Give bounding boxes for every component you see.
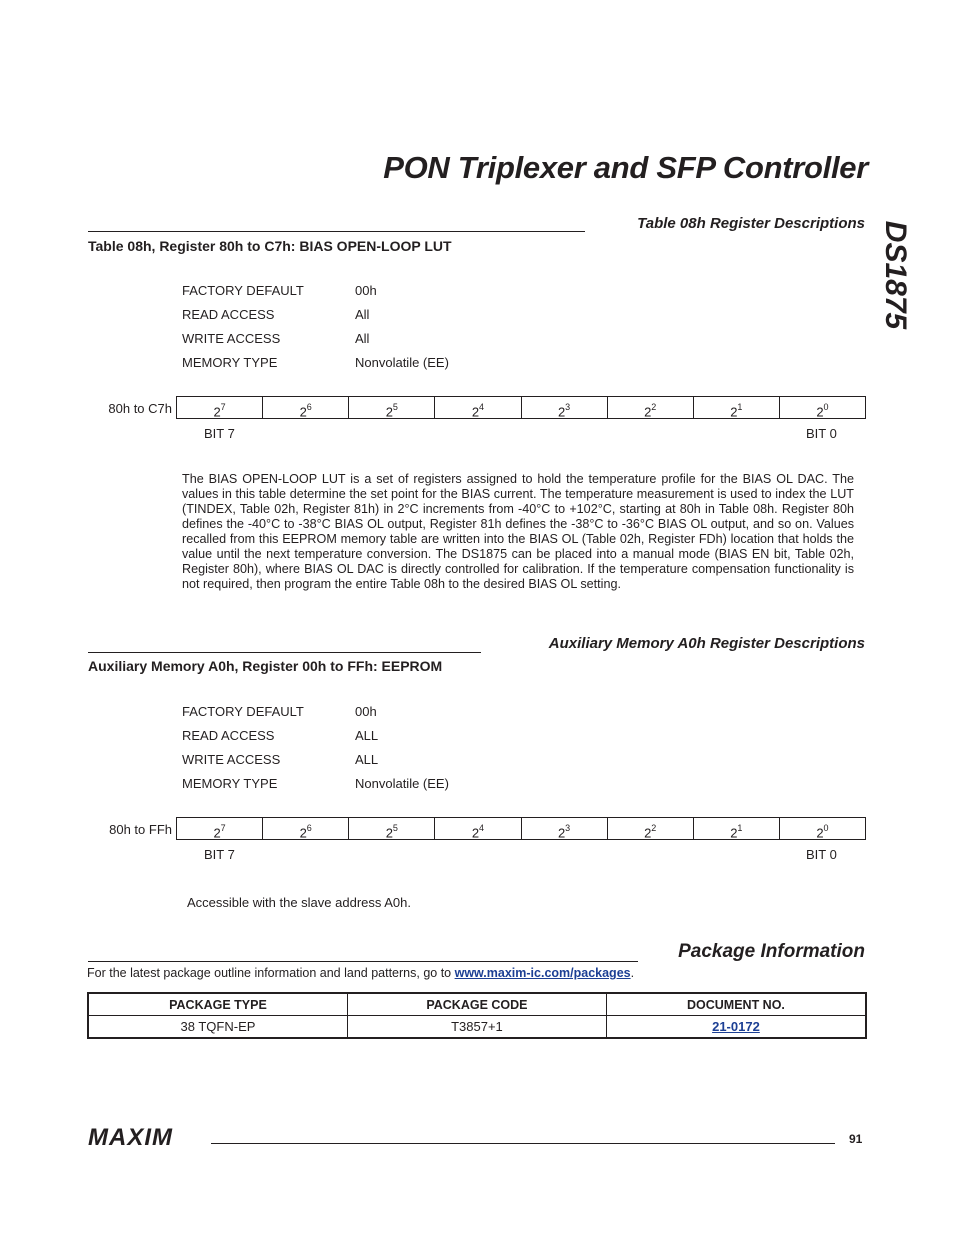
register-subheading: Auxiliary Memory A0h, Register 00h to FFh: EEPROM	[88, 658, 443, 674]
section-heading-aux-memory: Auxiliary Memory A0h Register Descriptions	[548, 635, 865, 652]
bit-cell: $2^2$	[608, 397, 694, 418]
bit-cell: $2^6$	[263, 397, 349, 418]
prop-value: ALL	[355, 752, 379, 767]
bit7-label: BIT 7	[204, 847, 235, 862]
footer-rule	[211, 1143, 835, 1144]
side-part-number	[850, 215, 940, 335]
bit-cell: $2^0$	[816, 823, 829, 841]
register-subheading: Table 08h, Register 80h to C7h: BIAS OPEN-LOOP LUT	[88, 238, 452, 254]
register-note: Accessible with the slave address A0h.	[187, 895, 412, 910]
prop-label: READ ACCESS	[182, 307, 275, 322]
prop-value: Nonvolatile (EE)	[355, 355, 449, 370]
bit7-label: BIT 7	[204, 426, 235, 441]
bit0-label: BIT 0	[806, 426, 837, 441]
table-row	[88, 1016, 866, 1039]
bit-cell: $2^4$	[435, 818, 521, 839]
section-rule	[88, 961, 638, 962]
prop-label: MEMORY TYPE	[182, 355, 278, 370]
bit-cell: $2^1$	[694, 397, 780, 418]
package-table	[87, 992, 867, 1039]
page-title: PON Triplexer and SFP Controller	[383, 150, 868, 185]
bit-cell: $2^5$	[349, 818, 435, 839]
section-rule	[88, 231, 585, 232]
bit-map	[176, 817, 866, 840]
bit-cell: $2^2$	[608, 818, 694, 839]
page-number: 91	[849, 1132, 863, 1146]
prop-label: WRITE ACCESS	[182, 752, 281, 767]
register-address-label: 80h to FFh	[109, 822, 172, 837]
section-rule	[88, 652, 481, 653]
prop-value: All	[355, 331, 370, 346]
prop-label: MEMORY TYPE	[182, 776, 278, 791]
maxim-logo: MAXIM	[88, 1124, 173, 1151]
bit-cell: $2^0$	[816, 402, 829, 420]
bit-cell: $2^6$	[263, 818, 349, 839]
section-heading-table08h: Table 08h Register Descriptions	[637, 215, 865, 232]
table-cell: T3857+1	[347, 1016, 606, 1039]
prop-value: 00h	[355, 283, 377, 298]
column-header: PACKAGE TYPE	[88, 993, 347, 1016]
package-intro-text: For the latest package outline information and land patterns, go to	[87, 966, 455, 980]
table-cell: 38 TQFN-EP	[88, 1016, 347, 1039]
prop-label: FACTORY DEFAULT	[182, 283, 304, 298]
bit-cell: $2^1$	[694, 818, 780, 839]
table-header-row	[88, 993, 866, 1016]
prop-value: ALL	[355, 728, 379, 743]
bit-cell: $2^5$	[349, 397, 435, 418]
bit-cell: $2^7$	[177, 818, 263, 839]
package-intro	[87, 966, 634, 980]
bit-cell: $2^4$	[435, 397, 521, 418]
bit0-label: BIT 0	[806, 847, 837, 862]
bit-cell: $2^3$	[522, 818, 608, 839]
column-header: DOCUMENT NO.	[606, 993, 866, 1016]
part-number-label: DS1875	[879, 220, 912, 330]
prop-value: 00h	[355, 704, 377, 719]
prop-label: WRITE ACCESS	[182, 331, 281, 346]
register-description: The BIAS OPEN-LOOP LUT is a set of registers assigned to hold the temperature profile for the BIAS OL DAC. The values in this table determine the set point for the BIAS current. The temperature measurement is used to index the LUT (TINDEX, Table 02h, Register 81h) in 2°C increments from -40°C to +102°C, starting at 80h in Table 08h. Register 80h defines the -40°C to -38°C BIAS OL output, Register 81h defines the -38°C to -36°C BIAS OL output, and so on. Values recalled from this EEPROM memory table are written into the BIAS OL (Table 02h, Register FDh) location that holds the value until the next temperature conversion. The DS1875 can be placed into a manual mode (BIAS EN bit, Table 02h, Register 80h), where BIAS OL DAC is directly controlled for calibration. If the temperature compensation functionality is not required, then program the entire Table 08h to the desired BIAS OL setting.	[182, 472, 854, 591]
document-number-link[interactable]: 21-0172	[606, 1016, 866, 1039]
column-header: PACKAGE CODE	[347, 993, 606, 1016]
prop-value: All	[355, 307, 370, 322]
prop-label: READ ACCESS	[182, 728, 275, 743]
prop-value: Nonvolatile (EE)	[355, 776, 449, 791]
section-heading-package: Package Information	[678, 941, 865, 962]
bit-cell: $2^7$	[177, 397, 263, 418]
packages-link[interactable]: www.maxim-ic.com/packages	[454, 966, 631, 980]
package-intro-end: .	[630, 966, 635, 980]
bit-map	[176, 396, 866, 419]
bit-cell: $2^3$	[522, 397, 608, 418]
register-address-label: 80h to C7h	[108, 401, 172, 416]
prop-label: FACTORY DEFAULT	[182, 704, 304, 719]
